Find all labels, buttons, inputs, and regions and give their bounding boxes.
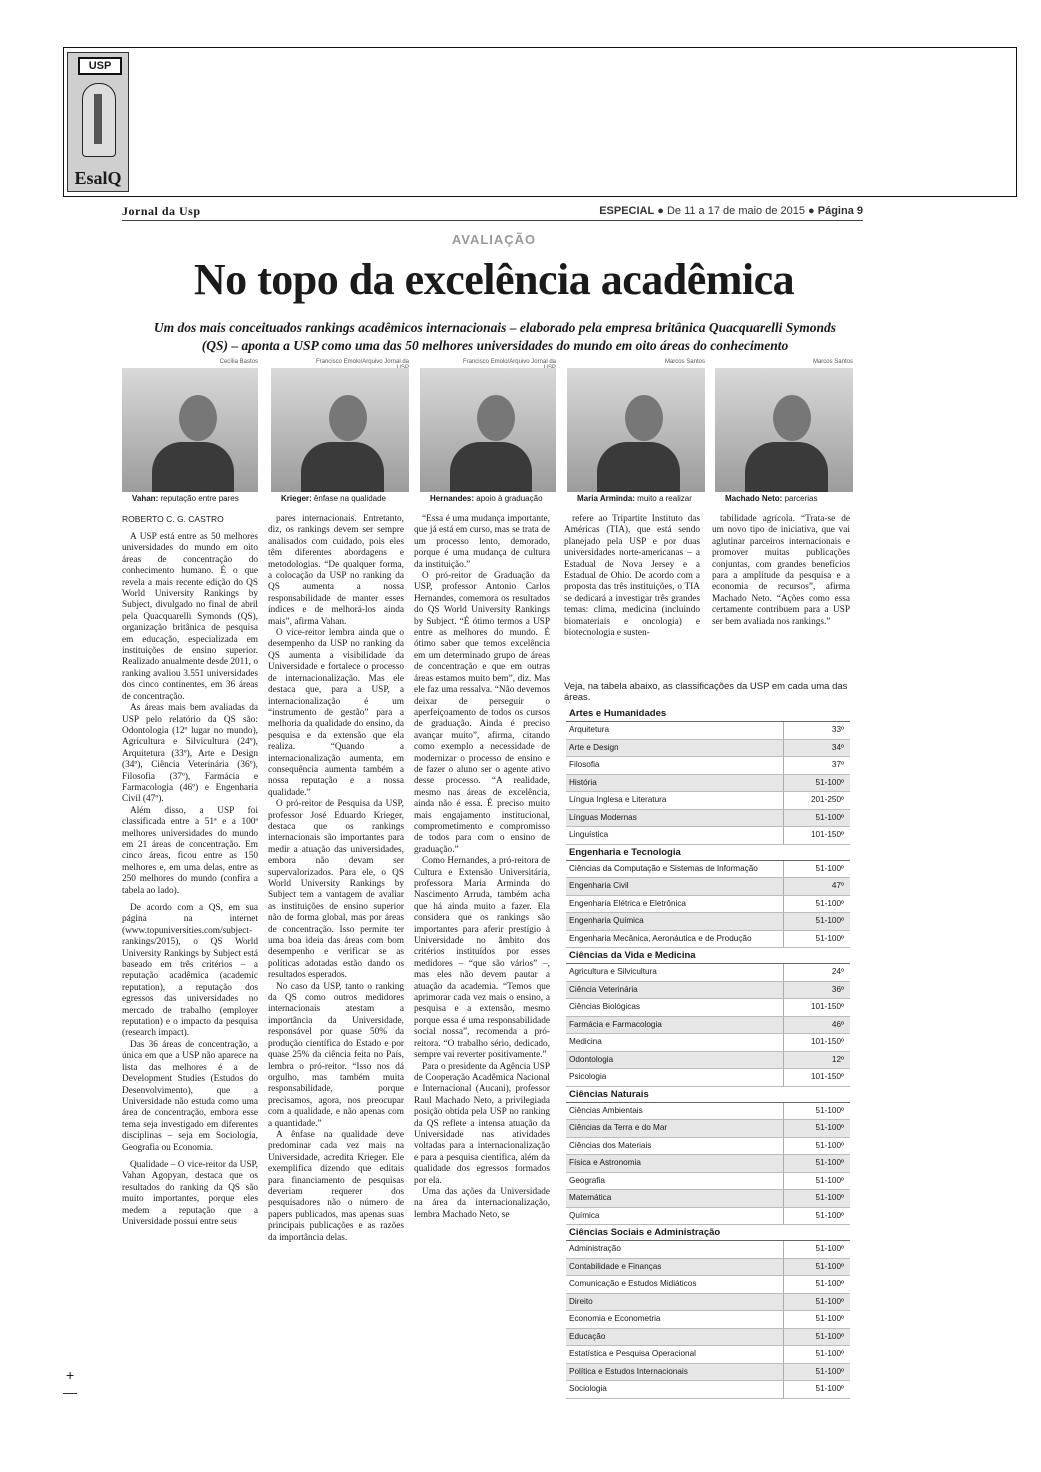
- area-name: Geografia: [569, 1175, 605, 1185]
- text-column-2: [268, 514, 404, 1244]
- text-column-1: [122, 532, 258, 1228]
- table-row: [566, 775, 850, 793]
- area-rank: 51-100º: [783, 896, 850, 913]
- area-rank: 33º: [783, 722, 850, 739]
- area-name: Medicina: [569, 1037, 602, 1046]
- portrait-photo: [122, 368, 258, 492]
- area-name: Contabilidade e Finanças: [569, 1261, 662, 1271]
- newspaper-page: [110, 198, 868, 1393]
- header-frame: [63, 47, 1017, 197]
- area-rank: 51-100º: [783, 1259, 850, 1276]
- paragraph: As áreas mais bem avaliadas da USP pelo relatório da QS são: Odontologia (12º lugar no mundo), Agricultura e Silvicultura (24º), Arquitetura (33º), Arte e Design (34º), Ciência Veterinária (36º), Filosofia (37º), Farmácia e Farmacologia (46º) e Engenharia Civil (47º).: [122, 703, 258, 805]
- table-row: [566, 1155, 850, 1173]
- paragraph: Como Hernandes, a pró-reitora de Cultura e Extensão Universitária, professora Maria Arminda do Nascimento Arruda, também acha que há ainda muito a fazer. Ela considera que os rankings são importantes para aferir prestígio à Universidade no âmbito dos critérios instituídos por esses medidores – “que são vários” –, mas eles não devem pautar a atuação da academia. “Temos que aprimorar cada vez mais o ensino, a pesquisa e a extensão, mesmo porque essa é uma responsabilidade social nossa”, recomenda a pró-reitora. “O trabalho sério, dedicado, sempre vai reverter positivamente.”: [414, 856, 550, 1061]
- table-row: [566, 982, 850, 1000]
- logo-usp-text: USP: [78, 57, 122, 75]
- area-rank: 37º: [783, 757, 850, 774]
- area-rank: 201-250º: [783, 792, 850, 809]
- section-label: ESPECIAL: [599, 205, 655, 217]
- caption-text: reputação entre pares: [160, 494, 239, 503]
- caption-text: parcerias: [784, 494, 818, 503]
- area-name: Comunicação e Estudos Midiáticos: [569, 1279, 697, 1288]
- area-rank: 101-150º: [783, 827, 850, 844]
- area-rank: 101-150º: [783, 1069, 850, 1086]
- issue-dates: De 11 a 17 de maio de 2015: [666, 205, 805, 217]
- table-row: [566, 1190, 850, 1208]
- table-row: [566, 1346, 850, 1364]
- table-row: [566, 878, 850, 896]
- paragraph: De acordo com a QS, em sua página na internet (www.topuniversities.com/subject-rankings/2015), o QS World University Rankings by Subject está baseado em três critérios – a reputação acadêmica (academic reputation), a reputação dos egressos das universidades no mercado de trabalho (employer reputation) e o impacto da pesquisa (research impact).: [122, 903, 258, 1039]
- paragraph: Uma das ações da Universidade na área da internacionalização, lembra Machado Neto, se: [414, 1186, 550, 1220]
- table-row: [566, 1173, 850, 1191]
- photo-credit: Cecília Bastos: [219, 359, 258, 365]
- area-name: Matemática: [569, 1193, 612, 1202]
- area-rank: 51-100º: [783, 1103, 850, 1120]
- article-subtitle: Um dos mais conceituados rankings acadêmicos internacionais – elaborado pela empresa britânica Quacquarelli Symonds (QS) – aponta a USP como uma das 50 melhores universidades do mundo em oito áreas do conhecimento: [153, 320, 837, 353]
- area-name: Línguas Modernas: [569, 812, 637, 822]
- portrait-photo: [420, 368, 556, 492]
- table-row: [566, 1034, 850, 1052]
- area-rank: 101-150º: [783, 999, 850, 1016]
- table-section-rows: [566, 722, 850, 845]
- area-rank: 51-100º: [783, 1381, 850, 1398]
- esalq-logo: [67, 52, 129, 192]
- caption-name: Vahan:: [132, 494, 159, 503]
- photo-credit: Francisco Emolo/Arquivo Jornal da: [315, 359, 409, 365]
- area-name: Filosofia: [569, 760, 600, 769]
- table-section-header: Ciências Naturais: [566, 1087, 850, 1103]
- photo-caption: [281, 494, 409, 503]
- area-rank: 46º: [783, 1017, 850, 1034]
- area-rank: 51-100º: [783, 1138, 850, 1155]
- area-rank: 51-100º: [783, 1173, 850, 1190]
- area-rank: 51-100º: [783, 931, 850, 948]
- paragraph: A ênfase na qualidade deve predominar cada vez mais na Universidade, acredita Krieger. Ele exemplifica dizendo que editais para financiamento de pesquisas deveriam requerer dos pesquisadores não o número de papers publicados, mas apenas suas principais publicações e as razões da importância delas.: [268, 1129, 404, 1243]
- paragraph: tabilidade agrícola. “Trata-se de um novo tipo de iniciativa, que vai aglutinar parceiros internacionais e promover muitas publicações conjuntas, com grandes benefícios para a amplitude da pesquisa e a economia de recursos”, afirma Machado Neto. “Ações como essa certamente contribuem para a USP ser bem avaliada nos rankings.”: [712, 514, 850, 627]
- area-name: Engenharia Civil: [569, 881, 629, 890]
- paragraph: Além disso, a USP foi classificada entre a 51ª e a 100ª melhores universidades do mundo em 21 áreas de concentração. Em cinco áreas, ficou entre as 150 melhores e, em uma delas, entre as 250 melhores do mundo (confira a tabela ao lado).: [122, 805, 258, 896]
- byline: ROBERTO C. G. CASTRO: [122, 514, 224, 524]
- area-name: Odontologia: [569, 1054, 614, 1064]
- caption-name: Hernandes:: [430, 494, 475, 503]
- area-rank: 51-100º: [783, 1241, 850, 1258]
- paragraph: A USP está entre as 50 melhores universidades do mundo em oito áreas de concentração do conhecimento humano. É o que revela a mais recente edição do QS World University Rankings by Subject, divulgado no final de abril pela Quacquarelli Symonds (QS), organização britânica de pesquisa em educação, especializada em instituições de ensino superior. Realizado anualmente desde 2011, o ranking avaliou 3.551 universidades dos cinco continentes, em 36 áreas de concentração.: [122, 532, 258, 702]
- caption-name: Machado Neto:: [725, 494, 783, 503]
- issue-meta: ESPECIAL ● De 11 a 17 de maio de 2015 ● Página 9: [599, 205, 863, 217]
- table-row: [566, 1381, 850, 1399]
- statue-icon: [82, 83, 116, 157]
- area-name: Farmácia e Farmacologia: [569, 1019, 662, 1029]
- area-rank: 101-150º: [783, 1034, 850, 1051]
- area-rank: 51-100º: [783, 775, 850, 792]
- table-row: [566, 757, 850, 775]
- area-rank: 51-100º: [783, 1276, 850, 1293]
- table-row: [566, 1069, 850, 1087]
- area-rank: 24º: [783, 964, 850, 981]
- area-name: Arquitetura: [569, 725, 610, 734]
- table-row: [566, 1208, 850, 1226]
- paragraph: O pró-reitor de Graduação da USP, professor Antonio Carlos Hernandes, comemora os resultados do QS World University Rankings by Subject. “É ótimo termos a USP entre as melhores do mundo. É ótimo saber que temos excelência em um determinado grupo de áreas de concentração e que em outras áreas estamos muito bem”, diz. Mas ele faz uma ressalva. “Não devemos deixar de perseguir o aperfeiçoamento de todos os cursos de graduação. Ainda é preciso avançar muito”, afirma, citando como exemplo a necessidade de modernizar o processo de ensino e de fazer o aluno ser o agente ativo desse processo. “A realidade, mesmo nas áreas de excelência, ainda não é essa. É preciso muito mais engajamento institucional, comprometimento e compromisso de todos para com o ensino de graduação.”: [414, 571, 550, 855]
- area-rank: 51-100º: [783, 1364, 850, 1381]
- table-section-header: Artes e Humanidades: [566, 706, 850, 722]
- area-rank: 51-100º: [783, 1311, 850, 1328]
- table-row: [566, 999, 850, 1017]
- area-rank: 51-100º: [783, 1294, 850, 1311]
- photo-caption: [725, 494, 853, 503]
- area-name: Engenharia Mecânica, Aeronáutica e de Produção: [569, 933, 752, 943]
- area-name: Ciências Biológicas: [569, 1002, 640, 1011]
- area-name: Língua Inglesa e Literatura: [569, 795, 667, 804]
- portrait-photo: [567, 368, 705, 492]
- caption-text: ênfase na qualidade: [313, 494, 386, 503]
- caption-text: muito a realizar: [637, 494, 692, 503]
- portrait-photo: [271, 368, 409, 492]
- area-rank: 51-100º: [783, 913, 850, 930]
- area-name: Sociologia: [569, 1384, 607, 1393]
- paragraph: Das 36 áreas de concentração, a única em que a USP não aparece na lista das melhores é a de Development Studies (Estudos do Desenvolvimento), que a Universidade não estuda como uma área de concentração, embora esse tema seja investigado em diferentes disciplinas – seja em Sociologia, Geografia ou Economia.: [122, 1039, 258, 1153]
- area-name: História: [569, 777, 597, 787]
- table-row: [566, 792, 850, 810]
- table-row: [566, 1294, 850, 1312]
- photo-credit: Marcos Santos: [664, 359, 705, 365]
- text-column-4: [564, 514, 700, 639]
- area-rank: 51-100º: [783, 1120, 850, 1137]
- text-column-5: [712, 514, 850, 628]
- area-name: Química: [569, 1210, 600, 1220]
- area-name: Psicologia: [569, 1072, 607, 1081]
- caption-name: Maria Arminda:: [577, 494, 635, 503]
- photo-caption: [577, 494, 705, 503]
- table-row: [566, 931, 850, 949]
- area-rank: 51-100º: [783, 1329, 850, 1346]
- area-rank: 34º: [783, 740, 850, 757]
- text-column-3: [414, 514, 550, 1221]
- area-name: Ciência Veterinária: [569, 984, 638, 994]
- table-section-rows: [566, 861, 850, 949]
- paragraph: Para o presidente da Agência USP de Cooperação Acadêmica Nacional e Internacional (Aucani), professor Raul Machado Neto, a privilegiada posição obtida pela USP no ranking da QS reflete a intensa atuação da Universidade nas atividades voltadas para a internacionalização e para a pesquisa científica, além da qualidade dos egressos formados por ela.: [414, 1061, 550, 1186]
- area-rank: 47º: [783, 878, 850, 895]
- table-row: [566, 1103, 850, 1121]
- table-section-rows: [566, 1103, 850, 1226]
- area-rank: 12º: [783, 1052, 850, 1069]
- paragraph: O pró-reitor de Pesquisa da USP, professor José Eduardo Krieger, destaca que os rankings internacionais são importantes para medir a atuação das universidades, embora não devam ser supervalorizados. Para ele, o QS World University Rankings by Subject tem a vantagem de avaliar as instituições de ensino superior não de forma global, mas por áreas de concentração. Isso permite ter uma boa ideia das áreas com bom desempenho e verificar se as políticas adotadas estão dando os resultados esperados.: [268, 799, 404, 981]
- area-rank: 51-100º: [783, 810, 850, 827]
- area-name: Ciências da Terra e do Mar: [569, 1123, 668, 1132]
- table-row: [566, 827, 850, 845]
- table-row: [566, 1364, 850, 1382]
- table-row: [566, 1017, 850, 1035]
- table-row: [566, 1259, 850, 1277]
- photo-caption: [132, 494, 258, 503]
- table-section-header: Engenharia e Tecnologia: [566, 845, 850, 861]
- area-rank: 51-100º: [783, 1190, 850, 1207]
- area-name: Política e Estudos Internacionais: [569, 1366, 688, 1376]
- newspaper-name: Jornal da Usp: [122, 204, 201, 218]
- table-row: [566, 896, 850, 914]
- area-name: Estatística e Pesquisa Operacional: [569, 1349, 696, 1358]
- table-row: [566, 1138, 850, 1156]
- photo-credit: Francisco Emolo/Arquivo Jornal da: [462, 359, 556, 365]
- logo-esalq-text: EsalQ: [74, 168, 122, 188]
- table-row: [566, 964, 850, 982]
- area-name: Ciências da Computação e Sistemas de Informação: [569, 863, 758, 873]
- page-number: Página 9: [817, 205, 863, 217]
- area-name: Ciências Ambientais: [569, 1105, 643, 1115]
- paragraph: refere ao Tripartite Instituto das Américas (TIA), que está sendo planejado pela USP e por duas universidades norte-americanas – a Estadual de Nova Jersey e a Estadual de Ohio. De acordo com a proposta das três instituições, o TIA se dedicará a investigar três grandes temas: clima, medicina (incluindo biomateriais e oncologia) e biotecnologia e susten-: [564, 514, 700, 639]
- area-rank: 51-100º: [783, 1208, 850, 1225]
- paragraph: pares internacionais. Entretanto, diz, os rankings devem ser sempre analisados com cuidado, pois eles têm diferentes abordagens e metodologias. “De qualquer forma, a colocação da USP no ranking da QS aumenta a nossa responsabilidade de manter esses índices e de melhorá-los ainda mais”, afirma Vahan.: [268, 514, 404, 627]
- area-name: Agricultura e Silvicultura: [569, 967, 657, 976]
- area-rank: 51-100º: [783, 1346, 850, 1363]
- article-title: No topo da excelência acadêmica: [193, 255, 795, 304]
- photo-caption: [430, 494, 556, 503]
- crop-mark-dash: [63, 1393, 77, 1394]
- rankings-table: [566, 706, 850, 1399]
- caption-text: apoio à graduação: [476, 494, 543, 503]
- area-name: Direito: [569, 1296, 593, 1306]
- table-row: [566, 913, 850, 931]
- area-name: Engenharia Elétrica e Eletrônica: [569, 898, 686, 908]
- table-row: [566, 740, 850, 758]
- paragraph: O vice-reitor lembra ainda que o desempenho da USP no ranking da QS aumenta a visibilidade da Universidade e fortalece o processo de internacionalização. Mas ele destaca que, para a USP, a internacionalização é um “instrumento de gestão” para a melhoria da qualidade do ensino, da pesquisa e da extensão que ela realiza. “Quando a internacionalização aumenta, em consequência aumenta também a nossa reputação e a nossa qualidade.”: [268, 628, 404, 798]
- paragraph: Qualidade – O vice-reitor da USP, Vahan Agopyan, destaca que os resultados do ranking da QS são muito importantes, porque eles medem a reputação que a Universidade possui entre seus: [122, 1159, 258, 1227]
- crop-mark-plus: +: [66, 1367, 75, 1383]
- table-section-rows: [566, 1241, 850, 1399]
- area-name: Ciências dos Materiais: [569, 1140, 652, 1150]
- table-row: [566, 1241, 850, 1259]
- area-rank: 36º: [783, 982, 850, 999]
- masthead-line: [122, 204, 863, 221]
- area-rank: 51-100º: [783, 1155, 850, 1172]
- table-row: [566, 861, 850, 879]
- table-row: [566, 1311, 850, 1329]
- area-name: Administração: [569, 1244, 621, 1253]
- photo-credit: Marcos Santos: [812, 359, 853, 365]
- portrait-photo: [715, 368, 853, 492]
- area-name: Engenharia Química: [569, 916, 644, 925]
- section-kicker: AVALIAÇÃO: [451, 232, 537, 247]
- table-row: [566, 1052, 850, 1070]
- table-row: [566, 1276, 850, 1294]
- table-row: [566, 1329, 850, 1347]
- table-row: [566, 810, 850, 828]
- paragraph: “Essa é uma mudança importante, que já está em curso, mas se trata de um processo lento, demorado, porque é uma mudança de cultura da instituição.”: [414, 514, 550, 570]
- table-section-header: Ciências Sociais e Administração: [566, 1225, 850, 1241]
- area-name: Economia e Econometria: [569, 1314, 661, 1323]
- area-name: Educação: [569, 1331, 606, 1341]
- table-row: [566, 722, 850, 740]
- area-name: Linguística: [569, 830, 609, 839]
- table-intro: Veja, na tabela abaixo, as classificações da USP em cada uma das áreas.: [564, 681, 848, 703]
- area-name: Arte e Design: [569, 742, 619, 752]
- area-name: Física e Astronomia: [569, 1158, 641, 1167]
- table-row: [566, 1120, 850, 1138]
- area-rank: 51-100º: [783, 861, 850, 878]
- table-section-header: Ciências da Vida e Medicina: [566, 948, 850, 964]
- paragraph: No caso da USP, tanto o ranking da QS como outros medidores internacionais atestam a importância da Universidade, responsável por quase 50% da produção científica do Estado e por quase 25% da ciência feita no País, lembra o pró-reitor. “Isso nos dá orgulho, mas também muita responsabilidade, porque precisamos, agora, nos preocupar com a qualidade, e não apenas com a quantidade.”: [268, 981, 404, 1129]
- table-section-rows: [566, 964, 850, 1087]
- caption-name: Krieger:: [281, 494, 312, 503]
